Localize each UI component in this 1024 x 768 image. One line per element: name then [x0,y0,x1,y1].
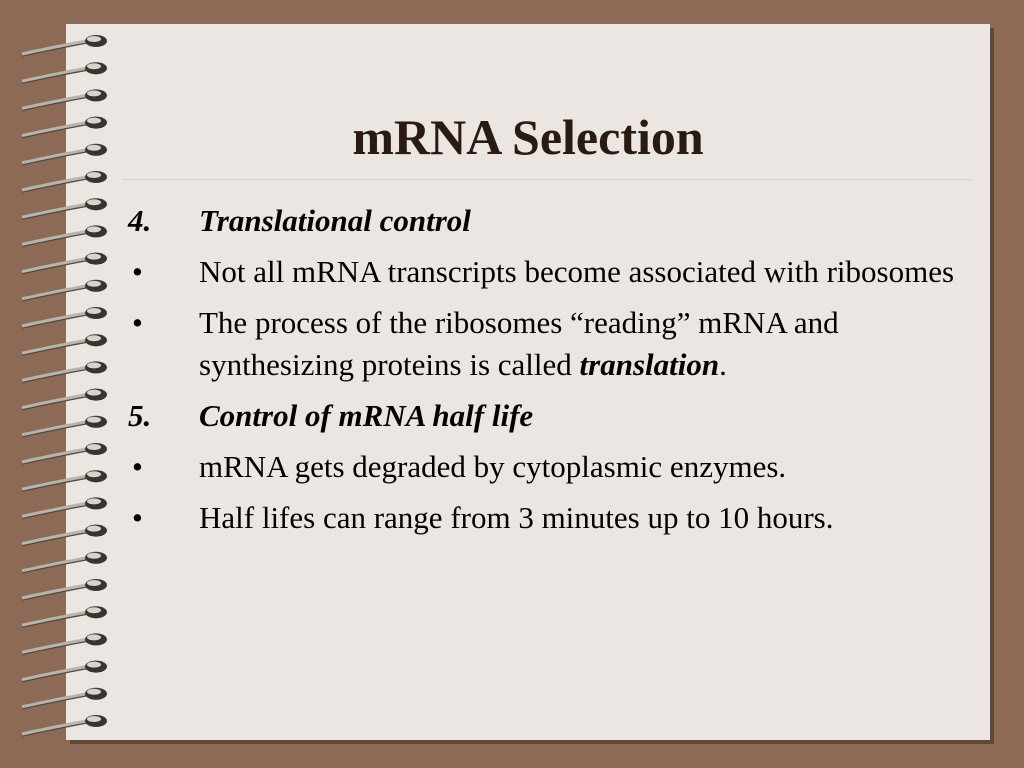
emphasized-term: translation [579,347,720,382]
spiral-ring [22,334,107,355]
list-item-text: Half lifes can range from 3 minutes up to 10 hours. [199,500,834,535]
list-heading-text: Control of mRNA half life [199,398,534,433]
spiral-ring [22,171,107,192]
spiral-ring [22,389,107,410]
list-number: 4. [128,203,152,238]
list-item-text: The process of the ribosomes “reading” mRNA and synthesizing proteins is called [199,305,839,382]
bullet-icon: • [132,254,143,289]
spiral-ring [22,253,107,274]
spiral-ring [22,225,107,246]
bullet-icon: • [132,305,143,340]
spiral-ring [22,307,107,328]
spiral-ring [22,416,107,437]
slide-title: mRNA Selection [352,108,704,165]
list-heading-translational-control [128,200,978,242]
spiral-ring [22,62,107,83]
spiral-ring [22,525,107,546]
bullet-icon: • [132,500,143,535]
spiral-ring [22,552,107,573]
spiral-ring [22,579,107,600]
list-item-end: . [719,347,727,382]
list-item-text: mRNA gets degraded by cytoplasmic enzymes. [199,449,787,484]
list-item [128,302,978,386]
spiral-ring [22,470,107,491]
list-number: 5. [128,398,152,433]
spiral-ring [22,89,107,110]
list-item [128,497,978,539]
spiral-ring [22,661,107,682]
spiral-ring [22,606,107,627]
spiral-ring [22,497,107,518]
spiral-ring [22,633,107,654]
list-item-text: Not all mRNA transcripts become associated with ribosomes [199,254,955,289]
slide-content [128,200,978,548]
list-item [128,251,978,293]
bullet-icon: • [132,449,143,484]
spiral-ring [22,35,107,56]
spiral-ring [22,715,107,736]
list-heading-text: Translational control [199,203,471,238]
list-heading-half-life [128,395,978,437]
spiral-ring [22,361,107,382]
spiral-ring [22,198,107,219]
spiral-ring [22,280,107,301]
title-divider [122,179,972,180]
spiral-ring [22,443,107,464]
spiral-ring [22,688,107,709]
list-item [128,446,978,488]
